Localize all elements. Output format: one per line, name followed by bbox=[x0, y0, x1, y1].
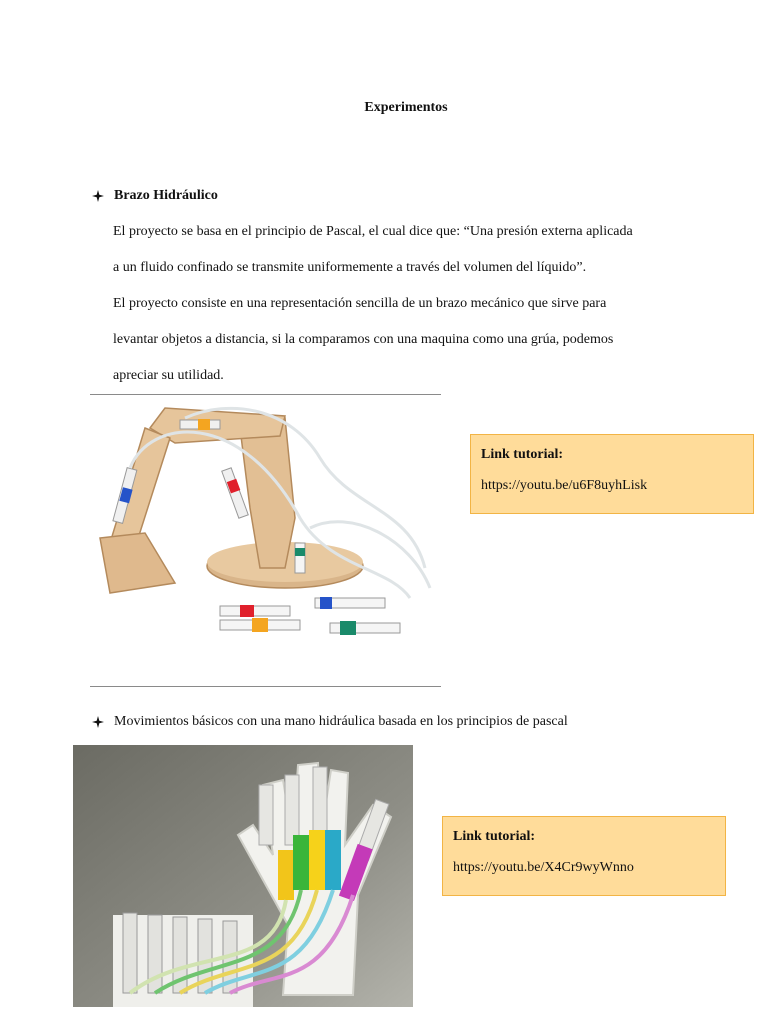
link-tutorial-box bbox=[442, 816, 726, 896]
section-paragraph bbox=[113, 214, 693, 394]
paragraph-line: levantar objetos a distancia, si la comparamos con una maquina como una grúa, podemos bbox=[113, 332, 614, 347]
paragraph-line: El proyecto consiste en una representación sencilla de un brazo mecánico que sirve para bbox=[113, 296, 607, 311]
hydraulic-hand-image bbox=[73, 745, 413, 1007]
paragraph-line: El proyecto se basa en el principio de Pascal, el cual dice que: “Una presión externa aplicada bbox=[113, 224, 633, 239]
divider bbox=[90, 686, 441, 687]
tutorial-link[interactable]: https://youtu.be/u6F8uyhLisk bbox=[481, 478, 648, 493]
page-title: Experimentos bbox=[364, 100, 448, 115]
link-label: Link tutorial: bbox=[481, 447, 564, 462]
section-heading-mano bbox=[92, 714, 568, 730]
diamond-bullet-icon bbox=[92, 190, 104, 202]
link-label: Link tutorial: bbox=[453, 829, 536, 844]
paragraph-line: a un fluido confinado se transmite uniformemente a través del volumen del líquido”. bbox=[113, 260, 587, 275]
hydraulic-arm-image bbox=[90, 398, 440, 648]
paragraph-line: apreciar su utilidad. bbox=[113, 368, 224, 383]
link-tutorial-box bbox=[470, 434, 754, 514]
section-heading-text: Movimientos básicos con una mano hidráulica basada en los principios de pascal bbox=[114, 714, 568, 729]
tutorial-link[interactable]: https://youtu.be/X4Cr9wyWnno bbox=[453, 860, 634, 875]
section-heading-text: Brazo Hidráulico bbox=[114, 188, 218, 203]
diamond-bullet-icon bbox=[92, 716, 104, 728]
divider bbox=[90, 394, 441, 395]
section-heading-brazo bbox=[92, 188, 218, 204]
